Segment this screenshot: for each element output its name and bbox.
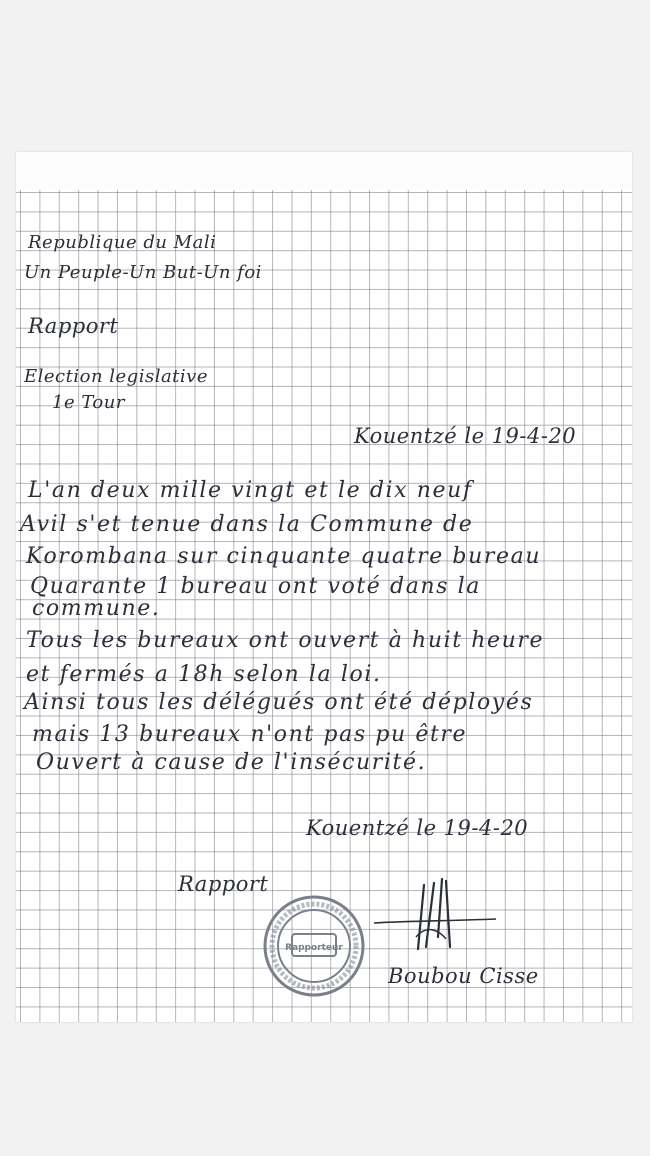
- signoff-label: Rapport: [178, 872, 269, 896]
- subject-line-2: 1e Tour: [52, 392, 125, 413]
- body-line: Quarante 1 bureau ont voté dans la: [30, 574, 482, 599]
- header-republic: Republique du Mali: [28, 232, 217, 253]
- body-line: mais 13 bureaux n'ont pas pu être: [32, 722, 468, 747]
- body-line: et fermés a 18h selon la loi.: [26, 662, 382, 687]
- body-line: Avil s'et tenue dans la Commune de: [20, 512, 474, 537]
- subject-line-1: Election legislative: [24, 366, 208, 387]
- header-motto: Un Peuple-Un But-Un foi: [24, 262, 262, 283]
- handwritten-signature: [346, 877, 506, 967]
- body-line: Tous les bureaux ont ouvert à huit heure: [26, 628, 545, 653]
- stamp-text: Rapporteur: [285, 943, 343, 953]
- body-line: Ouvert à cause de l'insécurité.: [36, 750, 427, 775]
- date-bottom: Kouentzé le 19-4-20: [306, 816, 529, 840]
- body-line: Korombana sur cinquante quatre bureau: [26, 544, 542, 569]
- signer-name: Boubou Cisse: [388, 964, 539, 988]
- report-title: Rapport: [28, 314, 119, 338]
- graph-paper-sheet: [16, 152, 632, 1022]
- body-line: L'an deux mille vingt et le dix neuf: [28, 478, 473, 503]
- body-line: Ainsi tous les délégués ont été déployés: [24, 690, 534, 715]
- date-top: Kouentzé le 19-4-20: [354, 424, 577, 448]
- body-line: commune.: [32, 596, 161, 621]
